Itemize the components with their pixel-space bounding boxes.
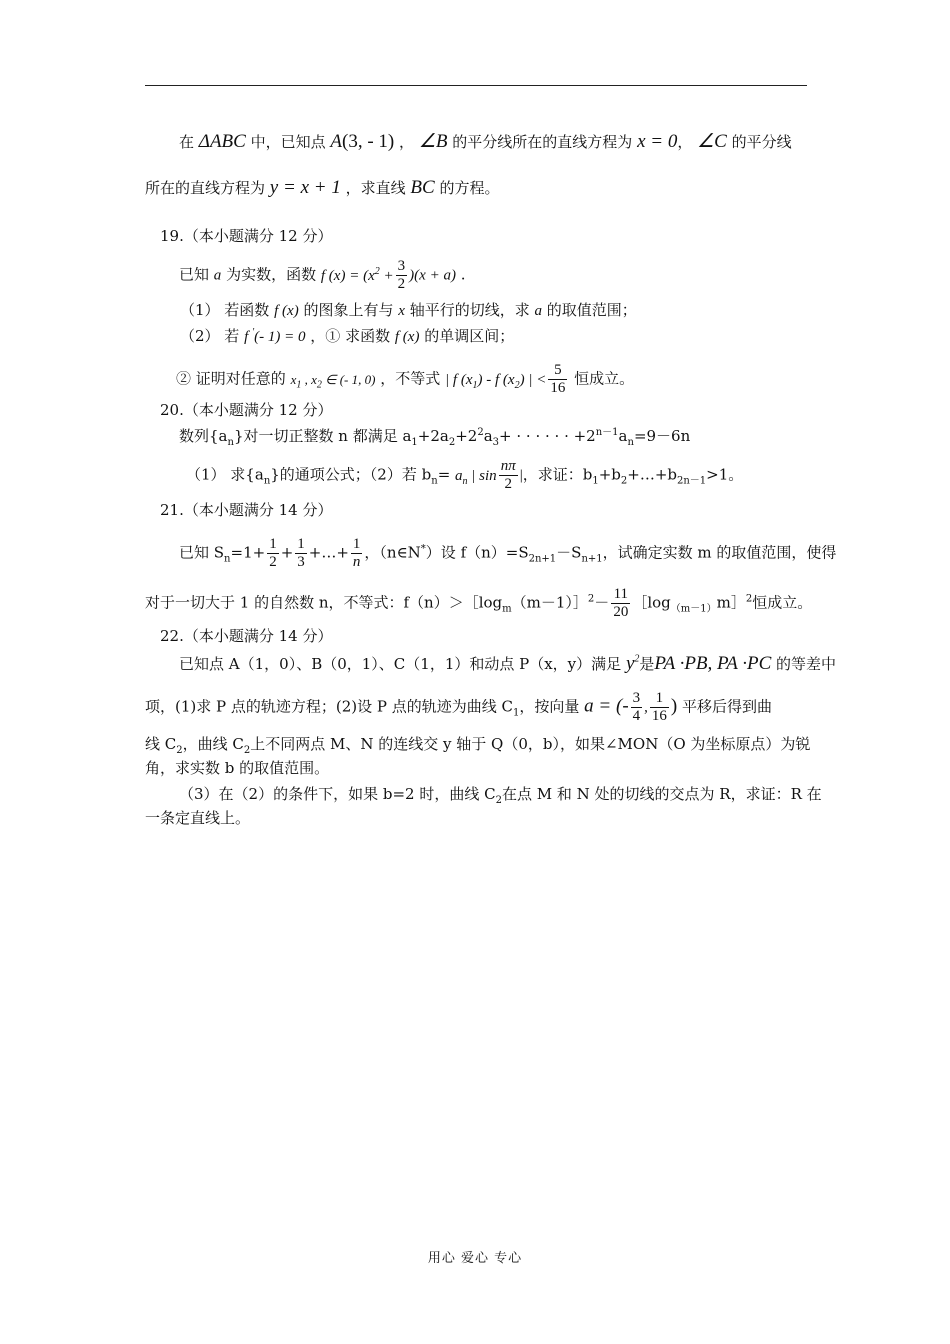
math-fx: f (x) [394, 329, 420, 345]
math-frac-1-3: $\frac{1}{3}$ [297, 536, 305, 570]
problem-22-line-2: 项，(1)求 P 点的轨迹方程；(2)设 P 点的轨迹为曲线 $C_1$，按向量 a = (- $\frac{3}{4}$ , $\frac{1}{16}$ ) 平移后得到曲 [145, 690, 773, 724]
problem-22-header: 22.（本小题满分 14 分） [160, 627, 333, 645]
text: ， [399, 133, 415, 151]
text: 恒成立。 [574, 369, 635, 388]
math-function: f $(x) = (x^2$ + [320, 265, 394, 284]
math-point-a: A [330, 131, 343, 152]
problem-21-header: 21.（本小题满分 14 分） [160, 501, 333, 519]
math-frac-1-16: $\frac{1}{16}$ [651, 690, 667, 724]
math-frac-1-2: $\frac{1}{2}$ [269, 536, 277, 570]
math-angle-c: ∠C [697, 131, 727, 152]
math-dot-products: PA ·PB, PA ·PC [654, 653, 772, 674]
math-point-a-coords: (3, - 1) [342, 131, 395, 152]
math-frac-11-20: $\frac{11}{20}$ [613, 586, 629, 620]
problem-20-line-2: （1） 求$\{a_n\}$的通项公式；（2）若 $b_n= a_n$ | sin $\frac{n\pi}{2}$ |，求证：$b_1+b_2+\dots+b_{2n-1}>1$。 [186, 458, 744, 492]
problem-21-line-1: 已知 $S_n=1+$ $\frac{1}{2}$ + $\frac{1}{3}$ +…+ $\frac{1}{n}$ ，（n∈N*）设 $f(n)=S_{2n+1}-S_{n+1}$，试确定实数 m 的取值范围，使得 [179, 536, 837, 570]
math-a: a [534, 303, 543, 319]
header-rule [145, 85, 807, 86]
text: ，不等式 [380, 369, 441, 388]
text: （2） 若 [180, 327, 240, 345]
math-bc: BC [410, 177, 435, 198]
math-fx: f (x) [274, 303, 299, 319]
math-angle-b: ∠B [418, 131, 448, 152]
text: 所在的直线方程为 [145, 179, 266, 197]
text: 的图象上有与 [303, 301, 394, 319]
text: ② 证明对任意的 [176, 369, 286, 388]
problem-18-line-2 [145, 178, 807, 198]
math-eq-yx1: y = x + 1 [269, 177, 341, 198]
text: ，① 求函数 [310, 327, 391, 345]
problem-22-line-6: 一条定直线上。 [145, 809, 251, 827]
math-x1x2: $x_1$ , $x_2$ ∈ (- 1, 0) [290, 371, 376, 391]
text: 中，已知点 [250, 133, 326, 151]
text: 的平分线 [731, 133, 792, 151]
page-footer: 用心 爱心 专心 [427, 1251, 523, 1266]
math-frac-1-n: $\frac{1}{n}$ [352, 536, 361, 570]
math-fprime: f '(- 1) = 0 [244, 327, 306, 345]
math-a: a [213, 267, 222, 284]
math-triangle-abc: ΔABC [198, 131, 246, 152]
problem-19-header: 19.（本小题满分 12 分） [160, 227, 333, 245]
problem-20-line-1: 数列$\{a_n\}$对一切正整数 n 都满足 $a_1+2a_2+2^2a_3+$ · · · · · · $+2^{n-1}a_n=9-6n$ [179, 427, 691, 448]
problem-19-q1 [180, 300, 842, 321]
problem-20-header: 20.（本小题满分 12 分） [160, 401, 333, 419]
math-vector-a: a = (- [584, 695, 629, 717]
math-frac-5-16: $\frac{5}{16}$ [550, 362, 566, 396]
text: ， [677, 133, 693, 151]
text: 的方程。 [439, 179, 500, 197]
text: 的取值范围； [546, 301, 637, 319]
math-abs-diff: | f $(x_1)$ - f $(x_2)$ | < [445, 371, 547, 391]
text: 已知 [179, 265, 210, 284]
problem-21-line-2: 对于一切大于 1 的自然数 n，不等式：$f(n)>[\log_m(m-1)]^2-$ $\frac{11}{20}$ $[\log_{(m-1)}m]^2$恒成立。 [145, 586, 813, 620]
text: 轴平行的切线，求 [409, 301, 530, 319]
problem-22-line-5: （3）在（2）的条件下，如果 b=2 时，曲线 $C_2$在点 M 和 N 处的切线的交点为 R，求证：R 在 [179, 785, 822, 806]
math-frac-npi-2: $\frac{n\pi}{2}$ [500, 458, 516, 492]
math-frac-3-4: $\frac{3}{4}$ [632, 690, 641, 724]
text: 的平分线所在的直线方程为 [452, 133, 633, 151]
problem-22-line-1: 已知点 A（1，0）、B（0，1）、C（1，1）和动点 P（x，y）满足 $y^2$是PA ·PB, PA ·PC 的等差中 [179, 653, 837, 674]
problem-19-q2 [180, 326, 842, 347]
text: ，求直线 [345, 179, 406, 197]
text: 的单调区间； [424, 327, 515, 345]
math-x: x [398, 303, 405, 319]
text: （1） 若函数 [180, 301, 270, 319]
problem-19-given: 已知 a 为实数，函数 f $(x) = (x^2$ + $\frac{3}{2}$ )(x + a) . [179, 258, 466, 292]
problem-22-line-3: 线 $C_2$，曲线 $C_2$上不同两点 M、N 的连线交 y 轴于 Q（0，b），如果∠MON（O 为坐标原点）为锐 [145, 735, 811, 756]
math-y2: $y^2$ [625, 653, 640, 674]
text: 为实数，函数 [226, 265, 317, 284]
text: 在 [179, 133, 195, 151]
math-frac-3-2: $\frac{3}{2}$ [397, 258, 406, 292]
problem-22-line-4: 角，求实数 b 的取值范围。 [145, 759, 330, 777]
problem-18-line-1 [145, 132, 807, 152]
problem-19-q3 [176, 362, 838, 397]
math-an-sin: $a_n$ | sin [455, 467, 497, 487]
math-eq-x0: x = 0 [637, 131, 678, 152]
